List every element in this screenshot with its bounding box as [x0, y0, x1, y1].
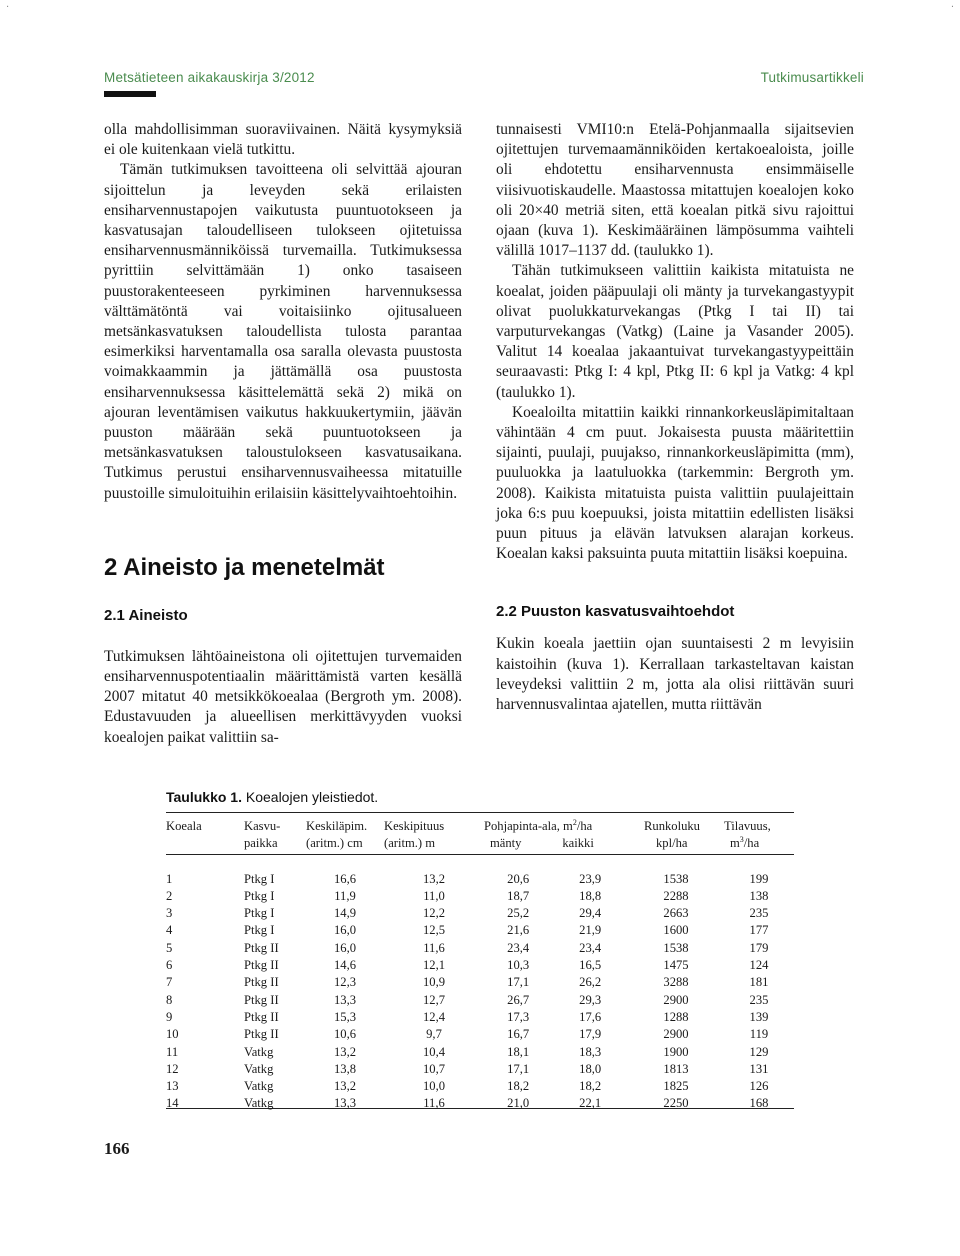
- cell-pa-manty: 17,1: [507, 975, 530, 990]
- cell-koeala: 11: [166, 1044, 179, 1059]
- table-caption: [166, 789, 378, 805]
- cell-kasvupaikka: Vatkg: [244, 1044, 274, 1059]
- header-rule: [104, 91, 156, 97]
- cell-runkoluku: 1900: [663, 1044, 689, 1059]
- table-row: [166, 905, 794, 922]
- cell-pa-manty: 20,6: [507, 871, 530, 886]
- table-row: [166, 888, 794, 905]
- cell-runkoluku: 1538: [663, 871, 689, 886]
- cell-tilavuus: 131: [749, 1061, 769, 1076]
- cell-runkoluku: 1600: [663, 923, 689, 938]
- table-caption-label: Taulukko 1.: [166, 789, 242, 805]
- cell-runkoluku: 1538: [663, 940, 689, 955]
- col-header-keskilapim-2: (aritm.) cm: [306, 836, 363, 851]
- cell-tilavuus: 138: [749, 888, 769, 903]
- cell-pa-manty: 21,0: [507, 1096, 530, 1111]
- cell-koeala: 5: [166, 940, 173, 955]
- cell-pa-kaikki: 16,5: [579, 958, 602, 973]
- table-row: [166, 974, 794, 991]
- cell-keskilapim: 12,3: [333, 975, 357, 990]
- cell-keskilapim: 15,3: [333, 1009, 357, 1024]
- cell-keskipituus: 12,2: [422, 906, 446, 921]
- col-header-kaikki: kaikki: [562, 836, 594, 851]
- table-row: [166, 940, 794, 957]
- cell-runkoluku: 2663: [663, 906, 689, 921]
- header-text: m: [730, 836, 740, 851]
- cell-kasvupaikka: Ptkg II: [244, 958, 279, 973]
- paragraph: Kukin koeala jaettiin ojan suuntaisesti 2 m levyisiin kaistoihin (kuva 1). Kerrallaan tarkasteltavan kaistan leveydeksi valittiin 2 m, jotta ala olisi riittävän suuri harvennusvalintaa ajatellen, mutta riittävän: [496, 635, 854, 714]
- cell-pa-kaikki: 21,9: [579, 923, 602, 938]
- cell-kasvupaikka: Ptkg II: [244, 992, 279, 1007]
- cell-keskipituus: 10,7: [422, 1061, 446, 1076]
- cell-kasvupaikka: Ptkg I: [244, 923, 275, 938]
- cell-koeala: 4: [166, 923, 173, 938]
- cell-keskipituus: 11,6: [423, 940, 445, 955]
- cell-keskipituus: 10,4: [422, 1044, 446, 1059]
- subsection-heading: 2.2 Puuston kasvatusvaihtoehdot: [496, 603, 735, 621]
- spacer: [496, 622, 854, 634]
- cell-koeala: 9: [166, 1009, 173, 1024]
- cell-runkoluku: 1825: [663, 1079, 689, 1094]
- cell-keskilapim: 16,6: [333, 871, 357, 886]
- col-header-manty: mänty: [490, 836, 522, 851]
- col-header-empty: [166, 835, 244, 852]
- col-header-keskilapim: Keskiläpim.: [306, 819, 368, 833]
- col-header-kasvupaikka: Kasvu-: [244, 819, 281, 833]
- paragraph: Tämän tutkimuksen tavoitteena oli selvittää ajouran sijoittelun ja leveyden sekä erilaisten ensiharvennustapojen vaikutusta puuntuotokseen ja kasvatusajan taloudelliseen tulokseen ojitetuissa ensiharvennusmänniköissä turvemailla. Tutkimuksessa pyrittiin selvittämään 1) onko tasaiseen puustorakenteeseen pyrkiminen harvennuksessa välttämätöntä vai voitaisiinko ojitusalueen metsänkasvatuksen taloudellista tulosta parantaa esimerkiksi harventamalla osa saralla olevasta puustosta voimakkaammin ja jättämällä osa puustosta ensiharvennuksessa käsittelemättä sekä 2) mikä on ajouran leventämisen vaikutus hakkuukertymiin, jäävän puuston määrään sekä puuntuotokseen ja metsänkasvatuksen taloustulokseen kasvatusaikana. Tutkimus perustui ensiharvennusvaiheessa mitatuille puustoille simuloituihin erilaisiin käsittelyvaihtoehtoihin.: [104, 161, 462, 502]
- cell-tilavuus: 168: [749, 1096, 769, 1111]
- cell-kasvupaikka: Ptkg I: [244, 888, 275, 903]
- data-table: [166, 818, 794, 1113]
- cell-pa-manty: 21,6: [507, 923, 530, 938]
- cell-keskilapim: 13,2: [333, 1044, 357, 1059]
- cell-keskipituus: 9,7: [426, 1027, 442, 1042]
- cell-keskilapim: 13,3: [333, 992, 357, 1007]
- cell-tilavuus: 124: [749, 958, 769, 973]
- cell-pa-manty: 17,3: [507, 1009, 530, 1024]
- cell-koeala: 12: [166, 1061, 179, 1076]
- cell-koeala: 1: [166, 871, 173, 886]
- section-label: Tutkimusartikkeli: [760, 70, 864, 85]
- table-row: [166, 992, 794, 1009]
- cell-pa-manty: 16,7: [507, 1027, 530, 1042]
- cell-keskipituus: 10,0: [422, 1079, 446, 1094]
- col-header-kasvupaikka-2: paikka: [244, 836, 278, 851]
- crop-mark: ·: [950, 2, 954, 13]
- cell-keskipituus: 13,2: [422, 871, 446, 886]
- paragraph: tunnaisesti VMI10:n Etelä-Pohjanmaalla sijaitsevien ojitettujen turvemaamänniköiden kertakoealoista, joille oli ehdotettu ensiharvennusta ensimmäiselle viisivuotiskaudelle. Maastossa mitattujen koealojen koko oli 20×40 metriä siten, että koealan pitkä sivu rajoittui ojaan (kuva 1). Keskimääräinen lämpösumma vaihteli välillä 1017–1137 dd. (taulukko 1).: [496, 121, 854, 260]
- header-text: Pohjapinta-ala, m: [484, 819, 573, 833]
- cell-koeala: 7: [166, 975, 173, 990]
- cell-keskipituus: 12,5: [422, 923, 446, 938]
- cell-pa-manty: 10,3: [507, 958, 530, 973]
- table-header-row: [166, 818, 794, 835]
- cell-runkoluku: 3288: [663, 975, 689, 990]
- col-header-kplha: kpl/ha: [656, 836, 688, 851]
- table-row: [166, 1078, 794, 1095]
- journal-title: Metsätieteen aikakauskirja 3/2012: [104, 70, 315, 85]
- cell-runkoluku: 1813: [663, 1061, 689, 1076]
- cell-pa-kaikki: 23,4: [579, 940, 602, 955]
- cell-pa-kaikki: 18,3: [579, 1044, 602, 1059]
- cell-kasvupaikka: Ptkg II: [244, 1027, 279, 1042]
- table-row: [166, 922, 794, 939]
- right-column: [496, 120, 854, 715]
- table-row: [166, 1061, 794, 1078]
- cell-keskilapim: 13,8: [333, 1061, 357, 1076]
- header-superscript: 2: [572, 817, 577, 827]
- cell-pa-kaikki: 29,3: [579, 992, 602, 1007]
- header-unit: /ha: [743, 836, 760, 851]
- cell-kasvupaikka: Ptkg II: [244, 975, 279, 990]
- cell-tilavuus: 199: [749, 871, 769, 886]
- cell-pa-manty: 25,2: [507, 906, 530, 921]
- paragraph: Tähän tutkimukseen valittiin kaikista mitatuista ne koealat, joiden pääpuulaji oli mänty ja turvekangastyypit olivat puolukkaturvekangas (Ptkg I tai II) tai varputurvekangas (Vatkg) (Laine ja Vasander 2005). Valitut 14 koealaa jakaantuivat turvekangastyypeittäin seuraavasti: Ptkg I: 4 kpl, Ptkg II: 6 kpl ja Vatkg: 4 kpl (taulukko 1).: [496, 262, 854, 401]
- cell-koeala: 6: [166, 958, 173, 973]
- cell-runkoluku: 2900: [663, 1027, 689, 1042]
- col-header-keskipituus-2: (aritm.) m: [384, 836, 436, 851]
- table-row: [166, 957, 794, 974]
- cell-keskilapim: 13,2: [333, 1079, 357, 1094]
- cell-keskilapim: 14,9: [333, 906, 357, 921]
- cell-tilavuus: 235: [749, 906, 769, 921]
- header-unit: /ha: [576, 819, 593, 833]
- cell-koeala: 13: [166, 1079, 179, 1094]
- cell-pa-manty: 18,7: [507, 888, 530, 903]
- paragraph: olla mahdollisimman suoraviivainen. Näitä kysymyksiä ei ole kuitenkaan vielä tutkittu.: [104, 121, 462, 159]
- cell-kasvupaikka: Vatkg: [244, 1096, 274, 1111]
- cell-kasvupaikka: Vatkg: [244, 1079, 274, 1094]
- cell-pa-manty: 18,1: [507, 1044, 530, 1059]
- cell-koeala: 10: [166, 1027, 179, 1042]
- cell-pa-kaikki: 22,1: [579, 1096, 602, 1111]
- cell-keskipituus: 11,0: [423, 888, 445, 903]
- col-header-m3ha: [724, 835, 794, 852]
- crop-mark: ·: [6, 2, 10, 13]
- cell-keskipituus: 12,1: [422, 958, 446, 973]
- table-caption-text: Koealojen yleistiedot.: [245, 789, 379, 805]
- cell-kasvupaikka: Ptkg I: [244, 871, 275, 886]
- cell-keskipituus: 11,6: [423, 1096, 445, 1111]
- cell-koeala: 14: [166, 1096, 179, 1111]
- left-column: [104, 120, 462, 748]
- cell-tilavuus: 181: [749, 975, 769, 990]
- paragraph: Koealoilta mitattiin kaikki rinnankorkeusläpimitaltaan vähintään 4 cm puut. Jokaisesta puusta määritettiin sijainti, puulaji, puujakso, rinnankorkeusläpimitta (mm), puuluokka ja laatuluokka (tarkemmin: Bergroth ym. 2008). Kaikista mitatuista puista valittiin puulajeittain joka 6:s puu koepuuksi, joista mitattiin edellisten lisäksi puun pituus ja elävän latvuksen alarajan korkeus. Koealan kaksi paksuinta puuta mitattiin lisäksi koepuina.: [496, 403, 854, 563]
- col-header-keskipituus: Keskipituus: [384, 819, 445, 833]
- cell-pa-manty: 26,7: [507, 992, 530, 1007]
- paragraph: Tutkimuksen lähtöaineistona oli ojitettujen turvemaiden ensiharvennuspotentiaalin määrittämistä varten kesällä 2007 mitatut 40 metsikkökoealaa (Bergroth ym. 2008). Edustavuuden ja alueellisen merkittävyyden vuoksi koealojen paikat valittiin sa-: [104, 647, 462, 746]
- cell-runkoluku: 1475: [663, 958, 689, 973]
- table-spacer: [166, 853, 794, 871]
- spacer: [104, 626, 462, 647]
- cell-keskipituus: 10,9: [422, 975, 446, 990]
- cell-keskilapim: 14,6: [333, 958, 357, 973]
- cell-keskilapim: 16,0: [333, 940, 357, 955]
- cell-tilavuus: 177: [749, 923, 769, 938]
- col-header-pohjapinta-ala: [484, 818, 628, 835]
- table-top-rule: [166, 812, 794, 813]
- cell-pa-kaikki: 18,0: [579, 1061, 602, 1076]
- cell-runkoluku: 2250: [663, 1096, 689, 1111]
- cell-runkoluku: 1288: [663, 1009, 689, 1024]
- subsection-heading: 2.1 Aineisto: [104, 606, 188, 624]
- cell-kasvupaikka: Vatkg: [244, 1061, 274, 1076]
- cell-keskipituus: 12,7: [422, 992, 446, 1007]
- col-header-runkoluku: Runkoluku: [644, 819, 700, 833]
- cell-pa-kaikki: 18,8: [579, 888, 602, 903]
- cell-pa-manty: 17,1: [507, 1061, 530, 1076]
- page-number: 166: [104, 1139, 130, 1158]
- cell-pa-kaikki: 17,9: [579, 1027, 602, 1042]
- cell-koeala: 2: [166, 888, 173, 903]
- cell-kasvupaikka: Ptkg I: [244, 906, 275, 921]
- cell-runkoluku: 2900: [663, 992, 689, 1007]
- cell-keskilapim: 11,9: [334, 888, 356, 903]
- cell-pa-kaikki: 17,6: [579, 1009, 602, 1024]
- cell-tilavuus: 179: [749, 940, 769, 955]
- cell-kasvupaikka: Ptkg II: [244, 1009, 279, 1024]
- table-row: [166, 1026, 794, 1043]
- cell-pa-kaikki: 29,4: [579, 906, 602, 921]
- cell-koeala: 3: [166, 906, 173, 921]
- cell-keskilapim: 16,0: [333, 923, 357, 938]
- cell-tilavuus: 126: [749, 1079, 769, 1094]
- table-row: [166, 1009, 794, 1026]
- cell-pa-kaikki: 23,9: [579, 871, 602, 886]
- table-row: [166, 1095, 794, 1112]
- col-header-koeala: Koeala: [166, 819, 202, 833]
- cell-runkoluku: 2288: [663, 888, 689, 903]
- table-body: [166, 871, 794, 1113]
- cell-keskilapim: 10,6: [333, 1027, 357, 1042]
- table-header-row: [166, 835, 794, 852]
- cell-keskilapim: 13,3: [333, 1096, 357, 1111]
- table-row: [166, 871, 794, 888]
- cell-keskipituus: 12,4: [422, 1009, 446, 1024]
- cell-tilavuus: 119: [749, 1027, 769, 1042]
- col-header-tilavuus: Tilavuus,: [724, 819, 771, 833]
- section-heading: 2 Aineisto ja menetelmät: [104, 553, 385, 581]
- cell-koeala: 8: [166, 992, 173, 1007]
- cell-pa-kaikki: 18,2: [579, 1079, 602, 1094]
- cell-tilavuus: 235: [749, 992, 769, 1007]
- cell-kasvupaikka: Ptkg II: [244, 940, 279, 955]
- table-row: [166, 1044, 794, 1061]
- cell-pa-kaikki: 26,2: [579, 975, 602, 990]
- cell-pa-manty: 18,2: [507, 1079, 530, 1094]
- cell-pa-manty: 23,4: [507, 940, 530, 955]
- cell-tilavuus: 139: [749, 1009, 769, 1024]
- cell-tilavuus: 129: [749, 1044, 769, 1059]
- header-superscript: 3: [739, 835, 744, 845]
